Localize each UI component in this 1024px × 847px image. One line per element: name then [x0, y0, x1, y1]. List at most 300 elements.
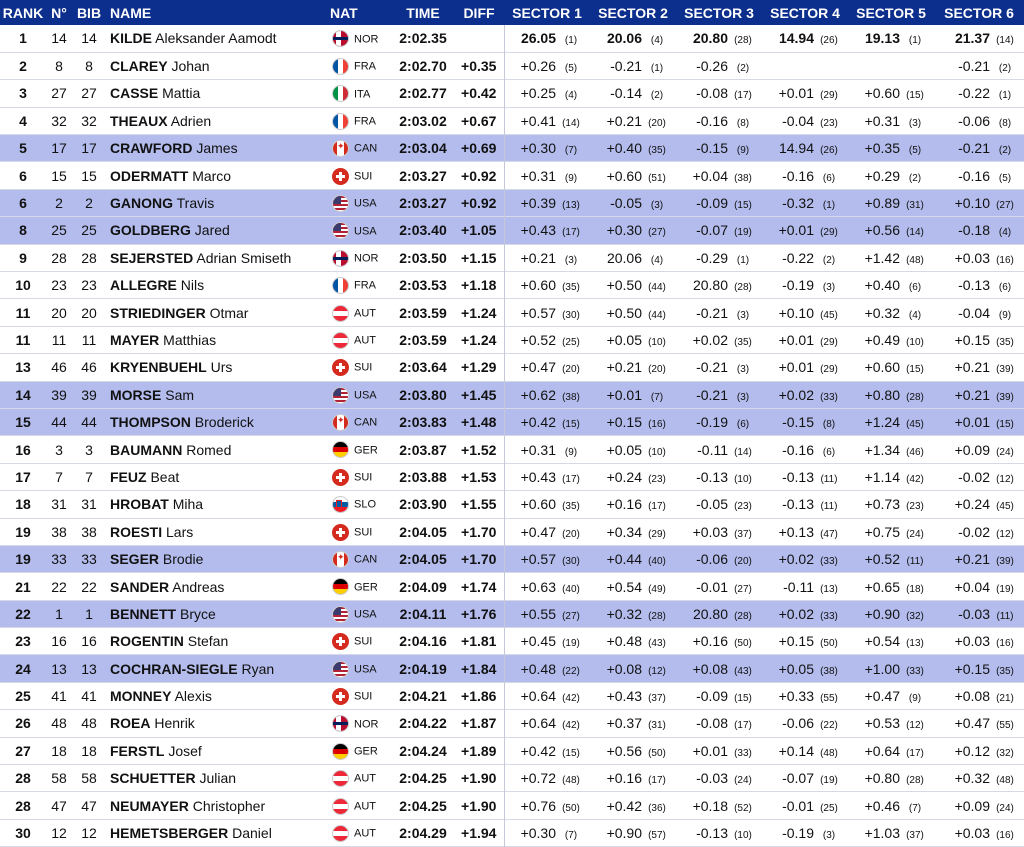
table-row[interactable] [0, 135, 1024, 162]
athlete-name-cell[interactable] [106, 52, 330, 79]
nation-cell [330, 491, 392, 518]
sector-6-rank: (16) [996, 254, 1014, 266]
time-cell: 2:03.59 [399, 331, 447, 348]
sector-4-value: +0.01 [778, 331, 814, 348]
bib-cell: 2 [85, 195, 93, 212]
sector-6-cell [934, 107, 1024, 134]
athlete-name-cell[interactable] [106, 436, 330, 463]
header-sector-1[interactable]: SECTOR 1 [512, 4, 582, 21]
sector-4-value: +0.33 [778, 688, 814, 705]
sector-5-value: +0.54 [864, 633, 900, 650]
athlete-first-name: Urs [210, 359, 233, 376]
time-cell: 2:02.77 [399, 85, 447, 102]
athlete-first-name: Mattia [162, 85, 201, 102]
sector-2-rank: (17) [648, 775, 666, 787]
start-number-cell: 20 [51, 304, 67, 321]
athlete-name-cell[interactable] [106, 682, 330, 709]
header-sector-5[interactable]: SECTOR 5 [856, 4, 926, 21]
sector-4-rank: (38) [820, 665, 838, 677]
athlete-name-cell[interactable] [106, 792, 330, 819]
sector-4-rank: (2) [822, 254, 836, 266]
table-row[interactable] [0, 765, 1024, 792]
sector-3-cell [676, 381, 762, 408]
sector-1-rank: (13) [562, 200, 580, 212]
sector-2-rank: (44) [648, 282, 666, 294]
sector-2-cell [590, 792, 676, 819]
sector-5-value: +0.35 [864, 140, 900, 157]
table-row[interactable] [0, 737, 1024, 764]
sector-1-rank: (40) [562, 583, 580, 595]
diff-cell: +0.69 [461, 140, 497, 157]
athlete-name-cell[interactable] [106, 408, 330, 435]
sector-6-value: +0.21 [954, 359, 990, 376]
sector-4-rank: (1) [822, 200, 836, 212]
sector-4-cell [762, 381, 848, 408]
sector-5-cell [848, 107, 934, 134]
usa-flag-icon [332, 606, 349, 623]
sector-4-value: +0.02 [778, 386, 814, 403]
sector-1-rank: (30) [562, 309, 580, 321]
athlete-last-name: SCHUETTER [110, 770, 196, 787]
sector-3-value: +0.08 [692, 660, 728, 677]
diff-cell: +1.18 [461, 277, 497, 294]
sector-5-value: +0.31 [864, 112, 900, 129]
sector-2-rank: (16) [648, 419, 666, 431]
sector-2-rank: (50) [648, 747, 666, 759]
sector-3-rank: (28) [734, 282, 752, 294]
sui-flag-icon [332, 524, 349, 541]
sector-4-cell [762, 135, 848, 162]
table-row[interactable] [0, 80, 1024, 107]
rank-cell: 19 [15, 523, 31, 540]
bib-cell: 13 [81, 660, 97, 677]
ger-flag-icon [332, 743, 349, 760]
sector-4-cell [762, 491, 848, 518]
athlete-last-name: GANONG [110, 195, 173, 212]
table-row[interactable] [0, 545, 1024, 572]
start-number-cell: 44 [51, 414, 67, 431]
sector-3-value: -0.21 [696, 304, 728, 321]
athlete-name-cell[interactable] [106, 518, 330, 545]
diff-cell: +1.48 [461, 414, 497, 431]
athlete-name-cell[interactable] [106, 189, 330, 216]
sector-3-value: -0.05 [696, 496, 728, 513]
nor-flag-icon [332, 30, 349, 47]
athlete-name-cell[interactable] [106, 710, 330, 737]
sector-5-rank: (6) [908, 282, 922, 294]
sector-5-rank: (32) [906, 610, 924, 622]
table-row[interactable] [0, 52, 1024, 79]
sector-4-rank: (11) [820, 473, 838, 485]
diff-cell: +1.76 [461, 605, 497, 622]
sector-1-cell [504, 326, 590, 353]
time-cell: 2:03.02 [399, 112, 447, 129]
time-cell: 2:03.87 [399, 441, 447, 458]
sector-3-value: -0.09 [696, 195, 728, 212]
sector-1-cell [504, 354, 590, 381]
athlete-name-cell[interactable] [106, 600, 330, 627]
ger-flag-icon [332, 441, 349, 458]
athlete-name-cell[interactable] [106, 765, 330, 792]
athlete-first-name: Miha [172, 496, 204, 513]
table-row[interactable] [0, 436, 1024, 463]
sector-6-cell [934, 52, 1024, 79]
athlete-first-name: Lars [166, 523, 194, 540]
athlete-first-name: Henrik [154, 715, 195, 732]
sector-3-cell [676, 436, 762, 463]
sector-6-cell [934, 162, 1024, 189]
sector-1-rank: (25) [562, 336, 580, 348]
sector-1-value: +0.57 [520, 551, 556, 568]
sector-5-cell [848, 52, 934, 79]
sector-3-value: -0.01 [696, 578, 728, 595]
sector-5-rank: (33) [906, 665, 924, 677]
sector-2-value: +0.21 [606, 112, 642, 129]
athlete-name-cell[interactable] [106, 819, 330, 846]
nation-cell [330, 518, 392, 545]
sector-3-cell [676, 765, 762, 792]
sector-4-value: -0.07 [782, 770, 814, 787]
table-row[interactable] [0, 710, 1024, 737]
sector-5-cell [848, 737, 934, 764]
athlete-name-cell[interactable] [106, 25, 330, 52]
athlete-name-cell[interactable] [106, 80, 330, 107]
table-row[interactable] [0, 189, 1024, 216]
athlete-name-cell[interactable] [106, 162, 330, 189]
rank-cell: 27 [15, 742, 31, 759]
table-row[interactable] [0, 819, 1024, 846]
sector-2-cell [590, 491, 676, 518]
table-row[interactable] [0, 463, 1024, 490]
sector-2-value: +0.54 [606, 578, 642, 595]
table-row[interactable] [0, 272, 1024, 299]
table-row[interactable] [0, 518, 1024, 545]
athlete-name-cell[interactable] [106, 326, 330, 353]
rank-cell: 3 [19, 85, 27, 102]
athlete-name-cell[interactable] [106, 217, 330, 244]
nation-code: GER [354, 443, 378, 456]
diff-cell: +0.92 [461, 195, 497, 212]
start-number-cell: 14 [51, 30, 67, 47]
sector-2-rank: (1) [650, 63, 664, 75]
sui-flag-icon [332, 469, 349, 486]
bib-cell: 39 [81, 386, 97, 403]
table-row[interactable] [0, 162, 1024, 189]
sector-2-value: +0.15 [606, 414, 642, 431]
athlete-name-cell[interactable] [106, 107, 330, 134]
athlete-first-name: Julian [199, 770, 237, 787]
athlete-last-name: STRIEDINGER [110, 304, 206, 321]
table-row[interactable] [0, 682, 1024, 709]
table-row[interactable] [0, 244, 1024, 271]
sector-2-cell [590, 135, 676, 162]
sector-6-cell [934, 436, 1024, 463]
athlete-name-cell[interactable] [106, 628, 330, 655]
sector-3-cell [676, 463, 762, 490]
athlete-name-cell[interactable] [106, 737, 330, 764]
sector-4-value: -0.13 [782, 496, 814, 513]
diff-cell: +1.29 [461, 359, 497, 376]
sector-2-value: +0.08 [606, 660, 642, 677]
sector-6-rank: (27) [996, 200, 1014, 212]
nation-cell [330, 600, 392, 627]
sector-6-cell [934, 217, 1024, 244]
sector-5-cell [848, 655, 934, 682]
sector-6-rank: (19) [996, 583, 1014, 595]
sector-6-rank: (2) [998, 145, 1012, 157]
athlete-name-cell[interactable] [106, 573, 330, 600]
sector-2-value: +0.40 [606, 140, 642, 157]
sector-6-rank: (39) [996, 364, 1014, 376]
sector-2-rank: (20) [648, 117, 666, 129]
sector-5-cell [848, 381, 934, 408]
sector-2-value: 20.06 [606, 30, 642, 47]
sector-5-value: +1.14 [864, 468, 900, 485]
table-row[interactable] [0, 217, 1024, 244]
time-cell: 2:02.70 [399, 58, 447, 75]
sector-2-rank: (3) [650, 200, 664, 212]
nation-code: NOR [354, 717, 379, 730]
sector-6-value: +0.10 [954, 195, 990, 212]
sector-5-cell [848, 545, 934, 572]
sector-6-rank: (24) [996, 446, 1014, 458]
sector-1-rank: (5) [564, 63, 578, 75]
nation-code: CAN [354, 142, 378, 155]
sector-5-rank: (15) [906, 90, 924, 102]
sui-flag-icon [332, 633, 349, 650]
sector-6-value: -0.04 [958, 304, 990, 321]
sector-5-value: +0.60 [864, 85, 900, 102]
rank-cell: 19 [15, 551, 31, 568]
bib-cell: 12 [81, 825, 97, 842]
sector-3-cell [676, 272, 762, 299]
sector-5-rank: (2) [908, 172, 922, 184]
bib-cell: 33 [81, 551, 97, 568]
sector-1-value: +0.30 [520, 825, 556, 842]
sector-2-rank: (57) [648, 830, 666, 842]
sector-3-rank: (27) [734, 583, 752, 595]
header-bib[interactable]: BIB [76, 4, 102, 21]
header-sector-3[interactable]: SECTOR 3 [684, 4, 754, 21]
sector-2-rank: (2) [650, 90, 664, 102]
sector-3-rank: (3) [736, 309, 750, 321]
header-sector-2[interactable]: SECTOR 2 [598, 4, 668, 21]
sector-6-value: +0.24 [954, 496, 990, 513]
athlete-name-cell[interactable] [106, 381, 330, 408]
athlete-name-cell[interactable] [106, 354, 330, 381]
sector-4-value: -0.19 [782, 277, 814, 294]
sector-1-value: +0.31 [520, 441, 556, 458]
start-number-cell: 18 [51, 742, 67, 759]
athlete-first-name: Andreas [172, 578, 225, 595]
sector-5-rank: (9) [908, 693, 922, 705]
nation-cell [330, 135, 392, 162]
table-row[interactable] [0, 792, 1024, 819]
header-diff[interactable]: DIFF [463, 4, 495, 21]
start-number-cell: 7 [55, 468, 63, 485]
table-row[interactable] [0, 25, 1024, 52]
sector-3-rank: (15) [734, 200, 752, 212]
sector-6-value: -0.02 [958, 468, 990, 485]
sector-2-cell [590, 737, 676, 764]
sui-flag-icon [332, 688, 349, 705]
start-number-cell: 23 [51, 277, 67, 294]
sector-2-value: +0.90 [606, 825, 642, 842]
sector-1-value: +0.21 [520, 249, 556, 266]
sector-5-value: +0.49 [864, 331, 900, 348]
sector-2-value: +0.48 [606, 633, 642, 650]
sector-5-value: +0.75 [864, 523, 900, 540]
athlete-first-name: Stefan [187, 633, 229, 650]
nation-code: USA [354, 608, 377, 621]
sector-4-cell [762, 436, 848, 463]
sector-3-rank: (28) [734, 610, 752, 622]
sector-4-cell [762, 765, 848, 792]
sector-6-rank: (8) [998, 117, 1012, 129]
sector-2-value: -0.21 [610, 58, 642, 75]
sector-2-cell [590, 381, 676, 408]
athlete-last-name: ODERMATT [110, 167, 189, 184]
sector-6-rank: (15) [996, 419, 1014, 431]
athlete-first-name: Marco [192, 167, 232, 184]
sector-1-value: +0.64 [520, 715, 556, 732]
table-row[interactable] [0, 628, 1024, 655]
sector-1-rank: (4) [564, 90, 578, 102]
sector-4-value: +0.13 [778, 523, 814, 540]
time-cell: 2:04.05 [399, 551, 447, 568]
table-row[interactable] [0, 107, 1024, 134]
nation-cell [330, 326, 392, 353]
sector-4-rank: (3) [822, 830, 836, 842]
time-cell: 2:03.40 [399, 222, 447, 239]
table-row[interactable] [0, 600, 1024, 627]
sector-1-value: +0.57 [520, 304, 556, 321]
start-number-cell: 48 [51, 715, 67, 732]
athlete-name-cell[interactable] [106, 244, 330, 271]
bib-cell: 15 [81, 167, 97, 184]
athlete-name-cell[interactable] [106, 299, 330, 326]
sector-1-rank: (9) [564, 446, 578, 458]
athlete-name-cell[interactable] [106, 491, 330, 518]
can-flag-icon [332, 140, 349, 157]
header-rank[interactable]: RANK [2, 4, 44, 21]
table-row[interactable] [0, 326, 1024, 353]
diff-cell: +1.81 [461, 633, 497, 650]
sector-4-value: +0.01 [778, 85, 814, 102]
diff-cell: +1.52 [461, 441, 497, 458]
sector-1-cell [504, 765, 590, 792]
sector-6-rank: (32) [996, 747, 1014, 759]
header-time[interactable]: TIME [406, 4, 440, 21]
athlete-first-name: Alexis [174, 688, 212, 705]
athlete-first-name: Nils [180, 277, 205, 294]
nation-cell [330, 737, 392, 764]
header-sector-6[interactable]: SECTOR 6 [944, 4, 1014, 21]
table-row[interactable] [0, 408, 1024, 435]
sector-6-value: -0.03 [958, 605, 990, 622]
athlete-name-cell[interactable] [106, 545, 330, 572]
sector-2-value: +0.43 [606, 688, 642, 705]
athlete-name-cell[interactable] [106, 463, 330, 490]
sector-5-cell [848, 682, 934, 709]
start-number-cell: 58 [51, 770, 67, 787]
time-cell: 2:03.88 [399, 468, 447, 485]
nation-code: FRA [354, 115, 376, 128]
sector-2-rank: (20) [648, 364, 666, 376]
header-sector-4[interactable]: SECTOR 4 [770, 4, 840, 21]
header-nat[interactable]: NAT [330, 4, 358, 21]
nation-cell [330, 408, 392, 435]
athlete-name-cell[interactable] [106, 135, 330, 162]
start-number-cell: 28 [51, 249, 67, 266]
table-row[interactable] [0, 354, 1024, 381]
sector-1-rank: (15) [562, 747, 580, 759]
header-name[interactable]: NAME [110, 4, 152, 21]
sector-3-value: +0.03 [692, 523, 728, 540]
sector-1-value: +0.60 [520, 496, 556, 513]
sector-5-cell [848, 792, 934, 819]
start-number-cell: 46 [51, 359, 67, 376]
sector-3-value: 20.80 [692, 277, 728, 294]
start-number-cell: 31 [51, 496, 67, 513]
table-row[interactable] [0, 381, 1024, 408]
rank-cell: 15 [15, 414, 31, 431]
sector-6-cell [934, 819, 1024, 846]
athlete-name-cell[interactable] [106, 272, 330, 299]
sector-6-value: +0.21 [954, 386, 990, 403]
sector-3-cell [676, 545, 762, 572]
sector-1-cell [504, 107, 590, 134]
sector-3-rank: (24) [734, 775, 752, 787]
sector-2-rank: (44) [648, 309, 666, 321]
sector-5-value: +1.24 [864, 414, 900, 431]
rank-cell: 4 [19, 112, 27, 129]
table-row[interactable] [0, 573, 1024, 600]
athlete-first-name: Otmar [209, 304, 249, 321]
bib-cell: 58 [81, 770, 97, 787]
sector-3-rank: (1) [736, 254, 750, 266]
sector-5-value: +0.80 [864, 770, 900, 787]
sector-3-value: -0.03 [696, 770, 728, 787]
table-row[interactable] [0, 299, 1024, 326]
sector-3-value: -0.13 [696, 825, 728, 842]
sector-6-cell [934, 408, 1024, 435]
sector-3-rank: (3) [736, 364, 750, 376]
sector-4-cell [762, 573, 848, 600]
sector-5-cell [848, 408, 934, 435]
bib-cell: 41 [81, 688, 97, 705]
sector-5-cell [848, 272, 934, 299]
sector-1-cell [504, 628, 590, 655]
nation-code: FRA [354, 60, 376, 73]
header-no[interactable]: N° [51, 4, 67, 21]
sector-6-value: +0.15 [954, 660, 990, 677]
athlete-name-cell[interactable] [106, 655, 330, 682]
table-row[interactable] [0, 491, 1024, 518]
sector-6-rank: (21) [996, 693, 1014, 705]
sector-6-value: +0.21 [954, 551, 990, 568]
time-cell: 2:04.11 [399, 605, 447, 622]
sector-4-rank: (29) [820, 364, 838, 376]
table-row[interactable] [0, 655, 1024, 682]
diff-cell: +1.70 [461, 551, 497, 568]
rank-cell: 21 [15, 578, 31, 595]
sector-1-rank: (30) [562, 556, 580, 568]
athlete-first-name: Brodie [162, 551, 204, 568]
sector-4-rank: (33) [820, 610, 838, 622]
sector-2-cell [590, 52, 676, 79]
diff-cell: +1.70 [461, 523, 497, 540]
